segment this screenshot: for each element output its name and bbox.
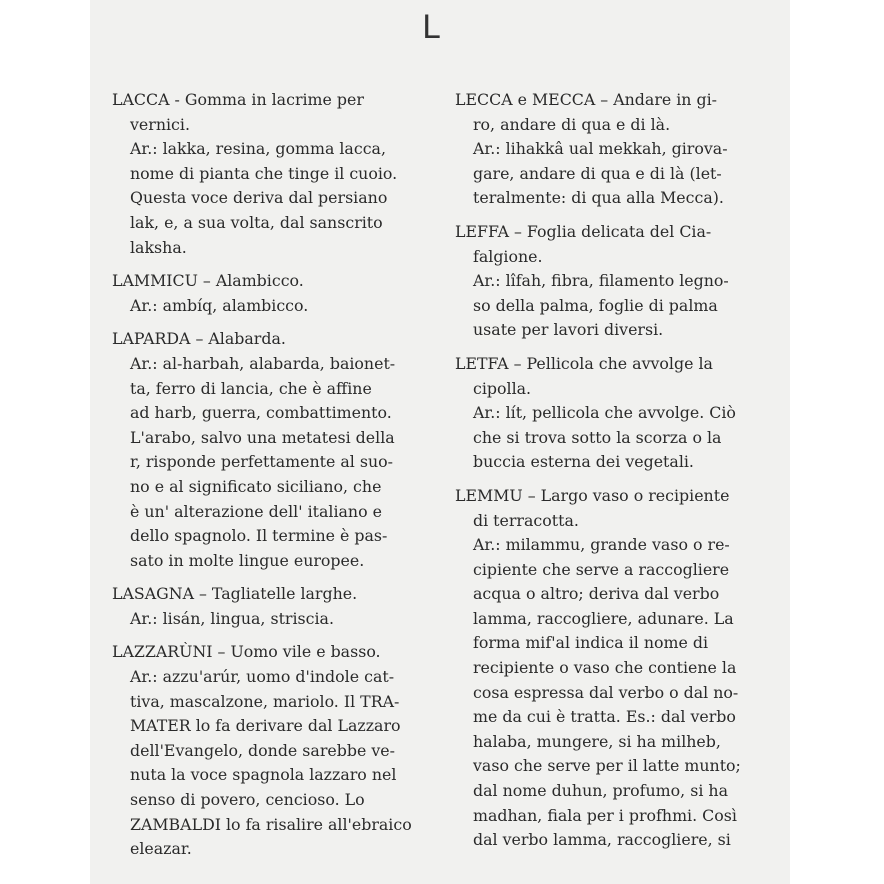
entry-line: dal verbo lamma, raccogliere, si <box>473 830 731 850</box>
dictionary-entry <box>112 640 432 861</box>
entry-line: ZAMBALDI lo fa risalire all'ebraico <box>130 814 412 834</box>
entry-line: eleazar. <box>130 839 192 859</box>
entry-headline: LAZZARÙNI – Uomo vile e basso. <box>112 642 381 662</box>
entry-line: madhan, fiala per i profhmi. Così <box>473 805 737 825</box>
right-column <box>455 88 775 862</box>
dictionary-entry <box>112 88 432 260</box>
entry-line: teralmente: di qua alla Mecca). <box>473 188 724 208</box>
dictionary-entry <box>112 327 432 573</box>
entry-line: dell'Evangelo, donde sarebbe ve- <box>130 740 395 760</box>
entry-line: recipiente o vaso che contiene la <box>473 658 737 678</box>
entry-line: acqua o altro; deriva dal verbo <box>473 584 720 604</box>
entry-line: ad harb, guerra, combattimento. <box>130 403 392 423</box>
entry-line: Ar.: lakka, resina, gomma lacca, <box>130 139 386 159</box>
entry-line: r, risponde perfettamente al suo- <box>130 452 394 472</box>
entry-line: usate per lavori diversi. <box>473 320 664 340</box>
entry-line: Ar.: lisán, lingua, striscia. <box>130 608 334 628</box>
entry-line: no e al significato siciliano, che <box>130 476 382 496</box>
entry-line: buccia esterna dei vegetali. <box>473 452 694 472</box>
entry-headline: LASAGNA – Tagliatelle larghe. <box>112 584 358 604</box>
entry-line: di terracotta. <box>473 510 579 530</box>
scan-margin <box>790 0 884 884</box>
entry-line: Ar.: milammu, grande vaso o re- <box>473 535 730 555</box>
entry-line: nome di pianta che tinge il cuoio. <box>130 163 398 183</box>
entry-line: lamma, raccogliere, adunare. La <box>473 608 734 628</box>
entry-line: lak, e, a sua volta, dal sanscrito <box>130 212 383 232</box>
dictionary-entry <box>112 582 432 631</box>
entry-line: forma mif'al indica il nome di <box>473 633 709 653</box>
left-column <box>112 88 432 871</box>
entry-line: MATER lo fa derivare dal Lazzaro <box>130 716 401 736</box>
dictionary-entry <box>455 352 775 475</box>
entry-line: dello spagnolo. Il termine è pas- <box>130 526 388 546</box>
entry-headline: LAMMICU – Alambicco. <box>112 271 304 291</box>
entry-line: che si trova sotto la scorza o la <box>473 427 722 447</box>
entry-line: Questa voce deriva dal persiano <box>130 188 388 208</box>
entry-line: cosa espressa dal verbo o dal no- <box>473 682 739 702</box>
entry-line: tiva, mascalzone, mariolo. Il TRA- <box>130 691 400 711</box>
section-letter: L <box>422 8 442 46</box>
entry-line: Ar.: ambíq, alambicco. <box>130 295 309 315</box>
entry-line: vaso che serve per il latte munto; <box>473 756 741 776</box>
entry-line: ro, andare di qua e di là. <box>473 114 671 134</box>
entry-line: nuta la voce spagnola lazzaro nel <box>130 765 397 785</box>
entry-line: falgione. <box>473 246 543 266</box>
entry-line: Ar.: azzu'arúr, uomo d'indole cat- <box>130 667 395 687</box>
entry-headline: LAPARDA – Alabarda. <box>112 329 286 349</box>
entry-line: gare, andare di qua e di là (let- <box>473 163 722 183</box>
dictionary-entry <box>455 484 775 853</box>
entry-line: so della palma, foglie di palma <box>473 295 718 315</box>
entry-line: dal nome duhun, profumo, si ha <box>473 781 728 801</box>
entry-headline: LEMMU – Largo vaso o recipiente <box>455 485 730 505</box>
entry-headline: LECCA e MECCA – Andare in gi- <box>455 90 718 109</box>
dictionary-entry <box>455 88 775 211</box>
entry-line: vernici. <box>130 114 190 134</box>
entry-line: senso di povero, cencioso. Lo <box>130 790 365 810</box>
entry-line: Ar.: lít, pellicola che avvolge. Ciò <box>473 403 736 423</box>
entry-line: L'arabo, salvo una metatesi della <box>130 427 395 447</box>
entry-line: cipolla. <box>473 378 532 398</box>
entry-line: cipiente che serve a raccogliere <box>473 559 730 579</box>
entry-headline: LEFFA – Foglia delicata del Cia- <box>455 221 712 241</box>
entry-line: Ar.: al-harbah, alabarda, baionet- <box>130 353 396 373</box>
entry-line: ta, ferro di lancia, che è affine <box>130 378 372 398</box>
entry-line: è un' alterazione dell' italiano e <box>130 501 382 521</box>
entry-headline: LACCA - Gomma in lacrime per <box>112 90 364 109</box>
entry-headline: LETFA – Pellicola che avvolge la <box>455 353 713 373</box>
dictionary-entry <box>112 269 432 318</box>
entry-line: halaba, mungere, si ha milheb, <box>473 731 721 751</box>
entry-line: Ar.: lîfah, fibra, filamento legno- <box>473 271 729 291</box>
entry-line: laksha. <box>130 237 187 257</box>
entry-line: me da cui è tratta. Es.: dal verbo <box>473 707 736 727</box>
entry-line: Ar.: lihakkâ ual mekkah, girova- <box>473 139 728 159</box>
entry-line: sato in molte lingue europee. <box>130 550 365 570</box>
dictionary-entry <box>455 220 775 343</box>
